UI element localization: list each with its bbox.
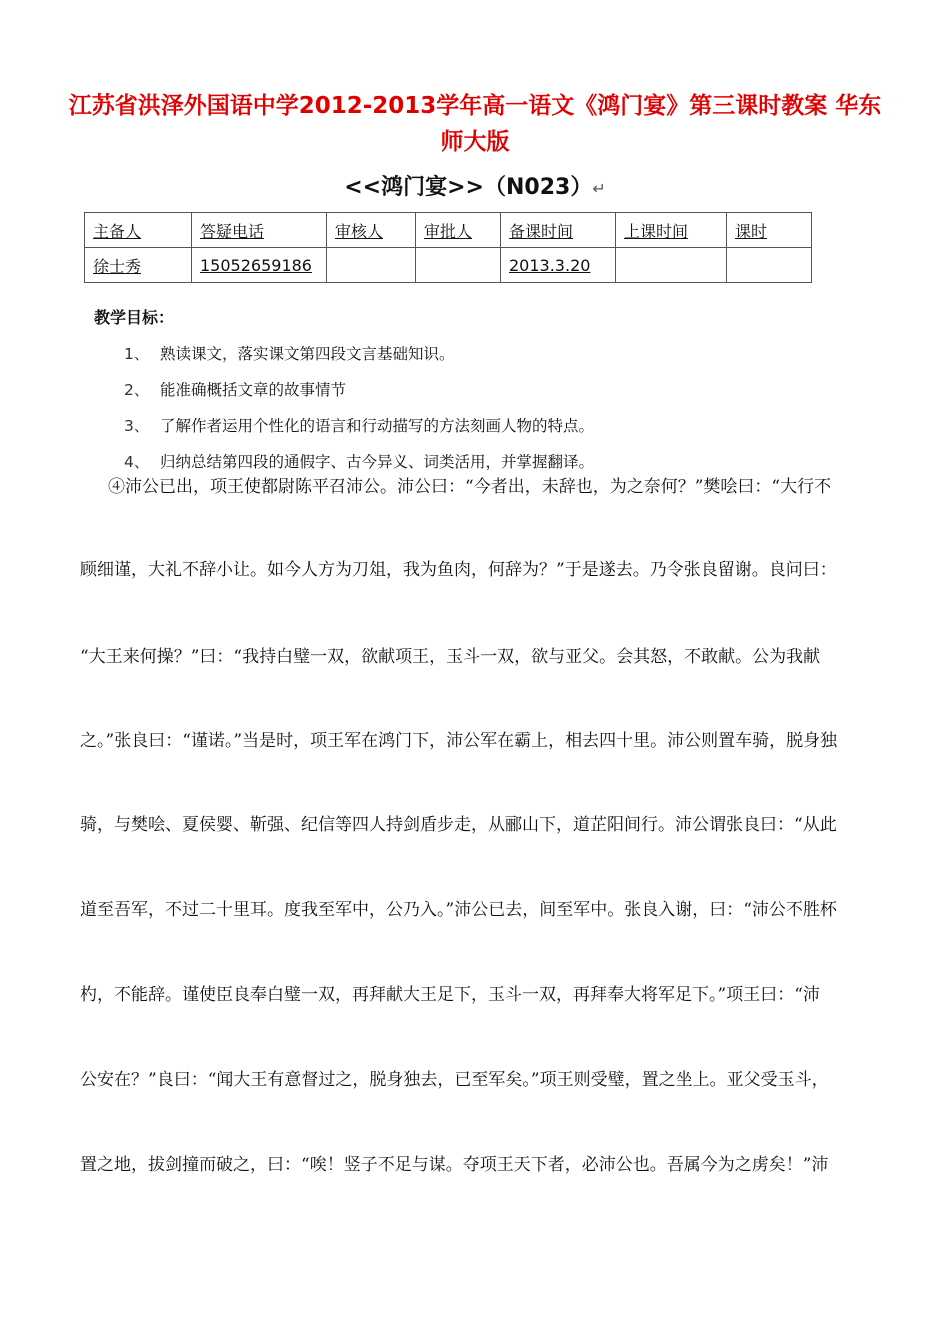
table-value-row	[85, 248, 812, 283]
value-phone: 15052659186	[200, 255, 312, 275]
passage-line: “大王来何操？”曰：“我持白璧一双，欲献项王，玉斗一双，欲与亚父。会其怒，不敢献。公为我献	[80, 647, 821, 667]
goal-text: 了解作者运用个性化的语言和行动描写的方法刻画人物的特点。	[160, 417, 595, 435]
header-periods: 课时	[735, 221, 768, 241]
header-preparer: 主备人	[93, 221, 142, 241]
passage-line: 置之地，拔剑撞而破之，曰：“唉！竖子不足与谋。夺项王天下者，必沛公也。吾属今为之虏矣！”沛	[80, 1155, 829, 1175]
page-title: 江苏省洪泽外国语中学2012-2013学年高一语文《鸿门宴》第三课时教案 华东师大版	[68, 93, 882, 155]
passage-line: ④沛公已出，项王使都尉陈平召沛公。沛公曰：“今者出，未辞也，为之奈何？”樊哙曰：“大行不	[108, 477, 832, 497]
goal-item	[124, 450, 594, 472]
goal-text: 熟读课文，落实课文第四段文言基础知识。	[160, 345, 455, 363]
goal-item	[124, 342, 455, 364]
lesson-info-table	[84, 212, 812, 283]
paragraph-mark-icon: ↵	[592, 179, 606, 198]
goals-heading: 教学目标：	[94, 308, 175, 327]
subheading-text: <<鸿门宴>>（N023）	[344, 175, 593, 200]
passage-line: 之。”张良曰：“谨诺。”当是时，项王军在鸿门下，沛公军在霸上，相去四十里。沛公则置车骑，脱身独	[80, 731, 838, 751]
goal-text: 归纳总结第四段的通假字、古今异义、词类活用，并掌握翻译。	[160, 453, 595, 471]
table-header-row	[85, 213, 812, 248]
value-prep-date: 2013.3.20	[509, 255, 591, 275]
passage-line: 顾细谨，大礼不辞小让。如今人方为刀俎，我为鱼肉，何辞为？”于是遂去。乃令张良留谢。良问曰：	[80, 560, 837, 580]
passage-line: 公安在？”良曰：“闻大王有意督过之，脱身独去，已至军矣。”项王则受璧，置之坐上。亚父受玉斗，	[80, 1070, 829, 1090]
header-reviewer: 审核人	[335, 221, 384, 241]
goal-number: 1、	[124, 345, 150, 363]
goal-item	[124, 378, 346, 400]
goal-item	[124, 414, 594, 436]
header-class-date: 上课时间	[624, 221, 689, 241]
goal-number: 4、	[124, 453, 150, 471]
header-prep-date: 备课时间	[509, 221, 574, 241]
lesson-subheading	[0, 170, 950, 201]
passage-line: 道至吾军，不过二十里耳。度我至军中，公乃入。”沛公已去，间至军中。张良入谢，曰：“沛公不胜杯	[80, 900, 837, 920]
value-preparer: 徐士秀	[93, 256, 142, 276]
passage-line: 骑，与樊哙、夏侯婴、靳强、纪信等四人持剑盾步走，从郦山下，道芷阳间行。沛公谓张良曰：“从此	[80, 815, 837, 835]
header-phone: 答疑电话	[200, 221, 265, 241]
passage-line: 杓，不能辞。谨使臣良奉白璧一双，再拜献大王足下，玉斗一双，再拜奉大将军足下。”项王曰：“沛	[80, 985, 820, 1005]
goal-number: 2、	[124, 381, 150, 399]
header-approver: 审批人	[424, 221, 473, 241]
goal-text: 能准确概括文章的故事情节	[160, 381, 347, 399]
goal-number: 3、	[124, 417, 150, 435]
